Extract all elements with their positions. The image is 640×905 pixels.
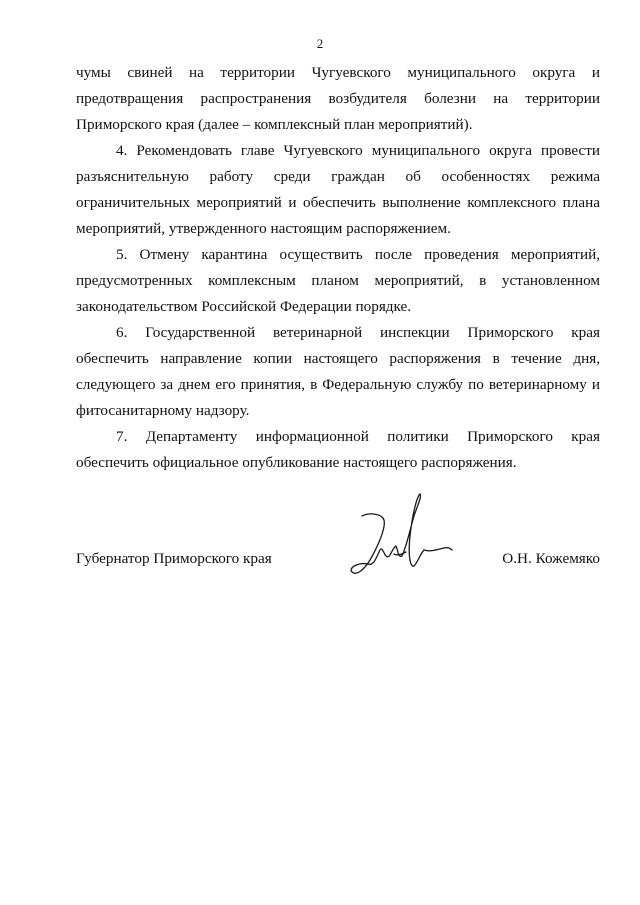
text-line: обеспечить направление копии настоящего распоряжения в течение дня, (76, 350, 600, 367)
text-line: 4. Рекомендовать главе Чугуевского муниципального округа провести (116, 142, 600, 159)
text-line: Приморского края (далее – комплексный план мероприятий). (76, 116, 473, 133)
text-line: следующего за днем его принятия, в Федеральную службу по ветеринарному и (76, 376, 600, 393)
text-line: 5. Отмену карантина осуществить после проведения мероприятий, (116, 246, 600, 263)
text-line: чумы свиней на территории Чугуевского муниципального округа и (76, 64, 600, 81)
text-line: разъяснительную работу среди граждан об особенностях режима (76, 168, 600, 185)
document-body (76, 60, 600, 476)
signature-block (76, 550, 600, 580)
text-line: предусмотренных комплексным планом мероприятий, в установленном (76, 272, 600, 289)
text-line: 7. Департаменту информационной политики Приморского края (116, 428, 600, 445)
signatory-title: Губернатор Приморского края (76, 550, 272, 567)
text-line: фитосанитарному надзору. (76, 402, 250, 419)
page-number: 2 (316, 36, 324, 51)
text-line: законодательством Российской Федерации порядке. (76, 298, 412, 315)
text-line: обеспечить официальное опубликование настоящего распоряжения. (76, 454, 517, 471)
text-line: 6. Государственной ветеринарной инспекции Приморского края (116, 324, 600, 341)
text-line: предотвращения распространения возбудителя болезни на территории (76, 90, 600, 107)
signatory-name: О.Н. Кожемяко (502, 550, 600, 567)
text-line: ограничительных мероприятий и обеспечить выполнение комплексного плана (76, 194, 600, 211)
text-line: мероприятий, утвержденного настоящим распоряжением. (76, 220, 451, 237)
